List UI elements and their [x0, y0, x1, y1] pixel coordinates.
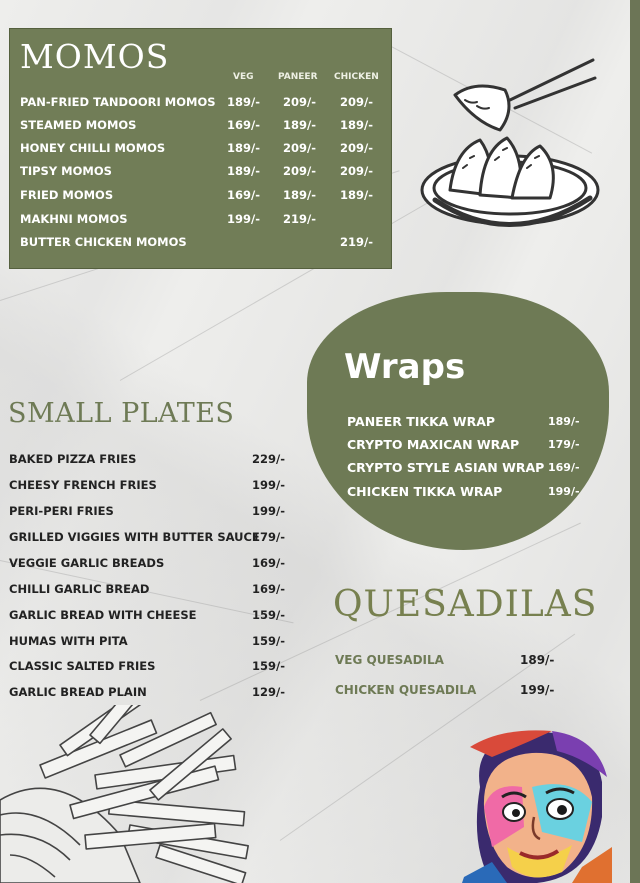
item-name: FRIED MOMOS	[20, 188, 114, 202]
item-name: VEG QUESADILA	[335, 653, 444, 667]
item-price: 169/-	[252, 582, 285, 596]
menu-item	[20, 235, 385, 253]
price-veg: 199/-	[227, 212, 260, 226]
menu-item	[335, 653, 585, 673]
item-price: 179/-	[548, 438, 580, 451]
price-veg: 189/-	[227, 141, 260, 155]
menu-item	[9, 685, 299, 705]
item-name: TIPSY MOMOS	[20, 164, 112, 178]
menu-item	[9, 634, 299, 654]
item-name: BUTTER CHICKEN MOMOS	[20, 235, 187, 249]
column-paneer: PANEER	[278, 72, 318, 82]
price-chicken: 219/-	[340, 235, 373, 249]
price-chicken: 189/-	[340, 118, 373, 132]
item-price: 199/-	[252, 478, 285, 492]
price-veg: 189/-	[227, 95, 260, 109]
item-price: 229/-	[252, 452, 285, 466]
item-name: MAKHNI MOMOS	[20, 212, 128, 226]
item-name: CHEESY FRENCH FRIES	[9, 478, 157, 492]
item-name: CHICKEN TIKKA WRAP	[347, 484, 503, 499]
price-chicken: 209/-	[340, 164, 373, 178]
menu-item	[20, 164, 385, 182]
menu-item	[9, 504, 299, 524]
menu-item	[20, 141, 385, 159]
quesadilas-title: QUESADILAS	[333, 584, 598, 625]
menu-item	[20, 95, 385, 113]
momos-plate-icon	[415, 50, 605, 230]
small-plates-title: SMALL PLATES	[8, 398, 235, 429]
item-price: 169/-	[252, 556, 285, 570]
menu-item	[20, 212, 385, 230]
price-paneer: 189/-	[283, 188, 316, 202]
item-name: HUMAS WITH PITA	[9, 634, 128, 648]
fries-sketch-icon	[0, 705, 260, 883]
item-name: PAN-FRIED TANDOORI MOMOS	[20, 95, 216, 109]
menu-item	[9, 530, 299, 550]
price-paneer: 209/-	[283, 95, 316, 109]
item-name: CRYPTO STYLE ASIAN WRAP	[347, 460, 545, 475]
pop-art-face-icon	[462, 727, 612, 883]
item-price: 179/-	[252, 530, 285, 544]
menu-item	[335, 683, 585, 703]
price-veg: 169/-	[227, 188, 260, 202]
menu-item	[9, 582, 299, 602]
price-paneer: 209/-	[283, 164, 316, 178]
menu-item	[347, 437, 597, 457]
menu-item	[9, 478, 299, 498]
menu-item	[9, 608, 299, 628]
item-name: GARLIC BREAD PLAIN	[9, 685, 147, 699]
menu-item	[347, 414, 597, 434]
price-chicken: 209/-	[340, 141, 373, 155]
menu-item	[347, 460, 597, 480]
item-price: 159/-	[252, 659, 285, 673]
item-name: CHILLI GARLIC BREAD	[9, 582, 150, 596]
item-name: PERI-PERI FRIES	[9, 504, 114, 518]
item-name: CLASSIC SALTED FRIES	[9, 659, 156, 673]
right-edge-bar	[630, 0, 640, 883]
price-paneer: 189/-	[283, 118, 316, 132]
price-chicken: 189/-	[340, 188, 373, 202]
column-chicken: CHICKEN	[334, 72, 379, 82]
menu-item	[20, 118, 385, 136]
price-chicken: 209/-	[340, 95, 373, 109]
item-price: 199/-	[520, 683, 555, 697]
price-paneer: 219/-	[283, 212, 316, 226]
item-price: 159/-	[252, 634, 285, 648]
item-name: CRYPTO MAXICAN WRAP	[347, 437, 520, 452]
item-name: GARLIC BREAD WITH CHEESE	[9, 608, 197, 622]
item-name: HONEY CHILLI MOMOS	[20, 141, 166, 155]
momos-section	[9, 28, 392, 269]
price-veg: 189/-	[227, 164, 260, 178]
wraps-title: Wraps	[344, 347, 466, 387]
item-name: STEAMED MOMOS	[20, 118, 137, 132]
item-name: GRILLED VIGGIES WITH BUTTER SAUCE	[9, 530, 260, 544]
item-name: CHICKEN QUESADILA	[335, 683, 477, 697]
menu-item	[9, 659, 299, 679]
momos-title: MOMOS	[20, 37, 170, 76]
item-price: 169/-	[548, 461, 580, 474]
menu-item	[9, 452, 299, 472]
item-price: 159/-	[252, 608, 285, 622]
item-price: 189/-	[548, 415, 580, 428]
item-price: 129/-	[252, 685, 285, 699]
menu-item	[9, 556, 299, 576]
wraps-section	[307, 292, 609, 550]
item-name: BAKED PIZZA FRIES	[9, 452, 137, 466]
column-veg: VEG	[233, 72, 254, 82]
menu-item	[347, 484, 597, 504]
item-price: 199/-	[548, 485, 580, 498]
item-price: 189/-	[520, 653, 555, 667]
item-name: VEGGIE GARLIC BREADS	[9, 556, 165, 570]
price-paneer: 209/-	[283, 141, 316, 155]
menu-item	[20, 188, 385, 206]
price-veg: 169/-	[227, 118, 260, 132]
item-price: 199/-	[252, 504, 285, 518]
item-name: PANEER TIKKA WRAP	[347, 414, 496, 429]
